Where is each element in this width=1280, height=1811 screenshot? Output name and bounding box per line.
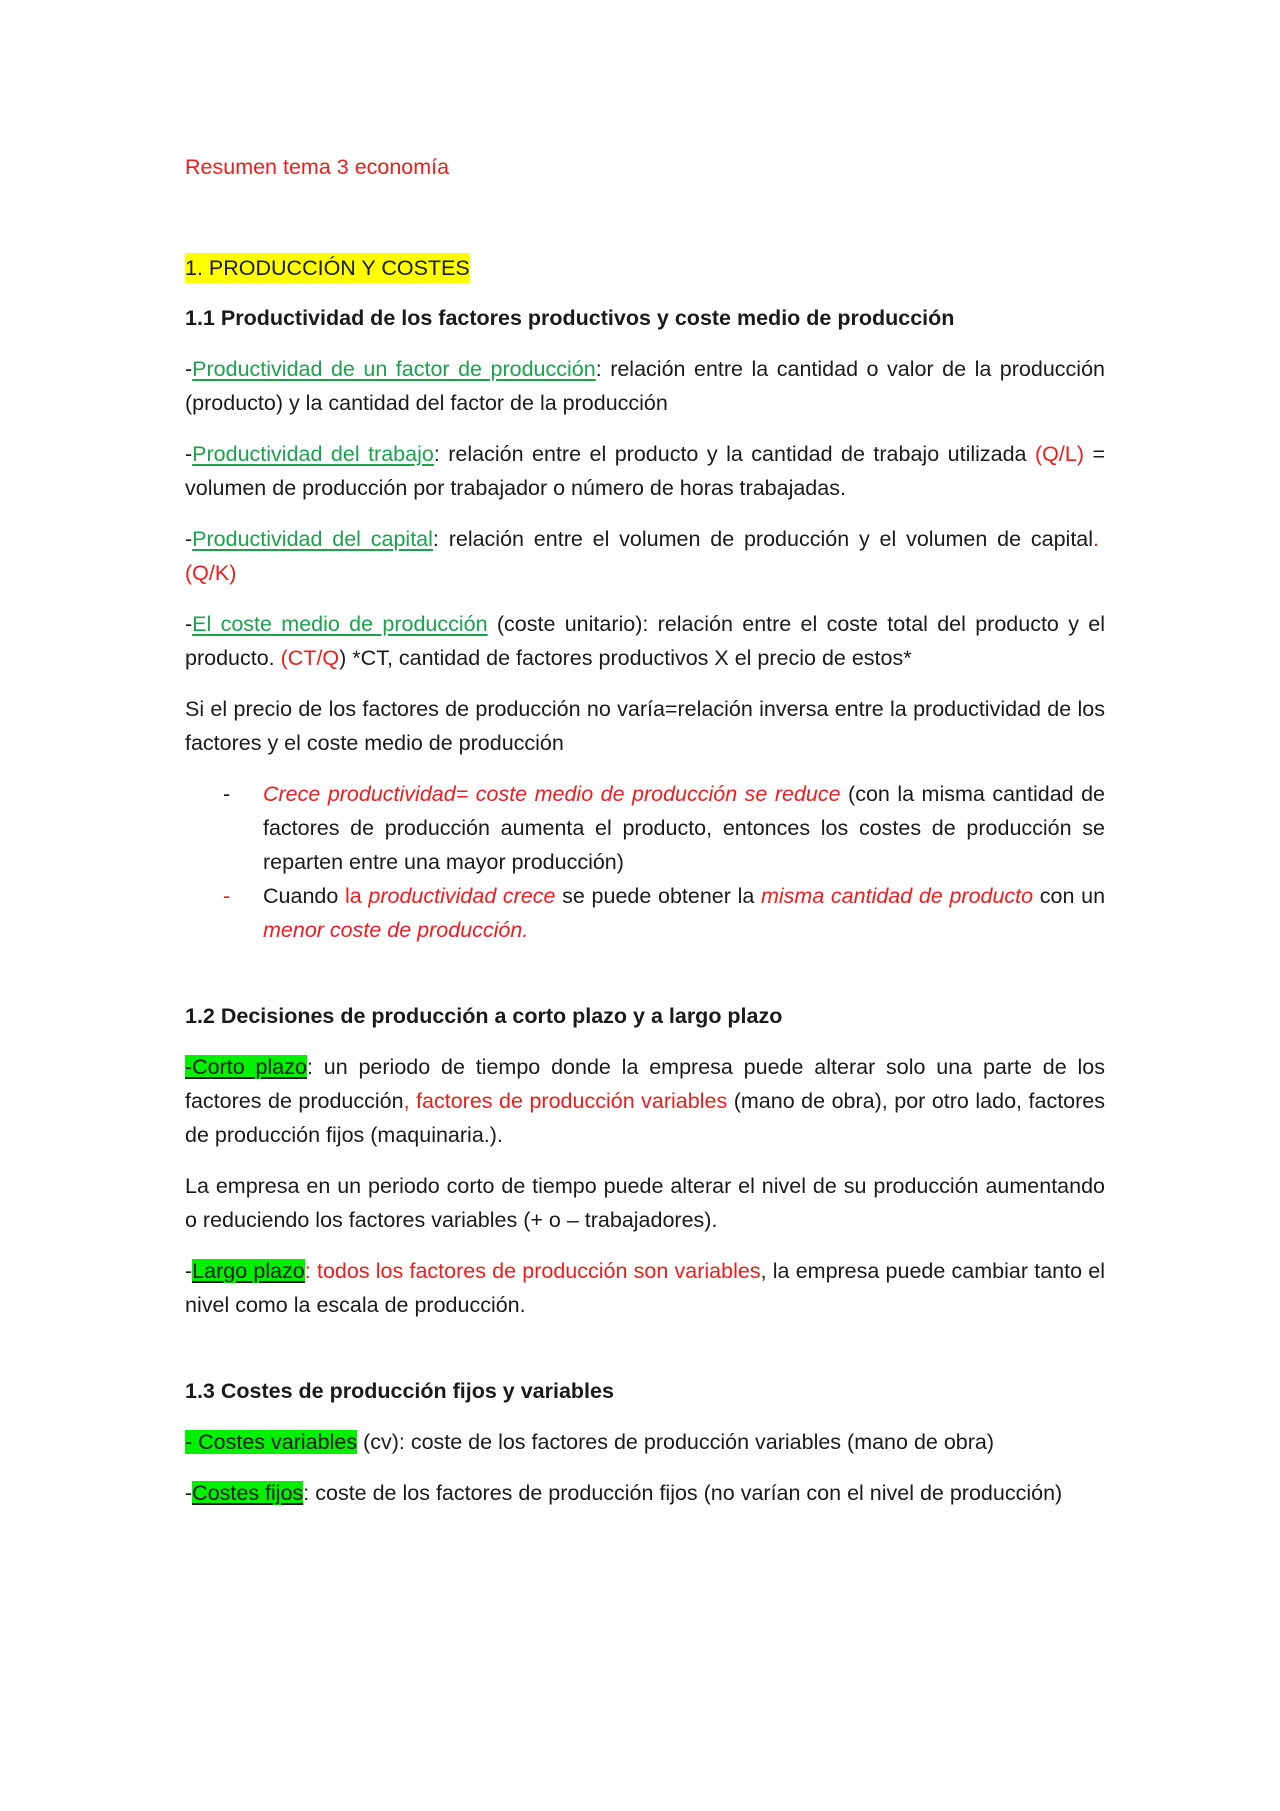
term-short-term: -Corto plazo [185,1055,307,1079]
definition-text: (coste unitario): relación entre el coste total del producto y el producto. [185,612,1105,670]
paragraph-average-cost [185,607,1105,675]
definition-text-2: = volumen de producción por trabajador o número de horas trabajadas. [185,442,1106,500]
paragraph-inverse-relation: Si el precio de los factores de producción no varía=relación inversa entre la productividad de los factores y el coste medio de producción [185,697,1105,755]
dash: - [185,442,193,466]
dash: - [185,357,193,381]
bullet-emphasis: menor coste de producción. [263,918,529,942]
bullet-red-text: la [344,884,369,908]
dash: - [185,1481,193,1505]
list-item [185,777,1105,879]
paragraph-capital-productivity [185,522,1105,590]
term-variable-costs: - Costes variables [185,1430,358,1454]
definition-text-2: *CT, cantidad de factores productivos X el precio de estos* [346,646,912,670]
bullet-emphasis: Crece productividad= coste medio de producción se reduce [263,782,841,806]
formula-q-k: (Q/K) [185,561,237,585]
bullet-dash: - [223,782,231,806]
term-fixed-costs: Costes fijos [192,1481,304,1505]
formula-ct-q: (CT/Q [280,646,340,670]
section-1-highlight: 1. PRODUCCIÓN Y COSTES [185,253,470,283]
definition-text: (cv): coste de los factores de producción variables (mano de obra) [357,1430,995,1454]
section-1-heading [185,251,1105,285]
definition-text: : relación entre la cantidad o valor de la producción (producto) y la cantidad del factor de la producción [185,357,1105,415]
bullet-text: Cuando [263,884,345,908]
heading-1-2: 1.2 Decisiones de producción a corto plazo y a largo plazo [185,1004,783,1028]
term-factor-productivity: Productividad de un factor de producción [192,357,596,381]
bullet-text: (con la misma cantidad de factores de producción aumenta el producto, entonces los costes de producción se reparten entre una mayor producción) [263,782,1105,874]
bullet-emphasis: misma cantidad de producto [760,884,1034,908]
document-page [185,150,1105,1510]
bullet-text: con un [1033,884,1106,908]
paragraph-long-term [185,1254,1105,1322]
definition-text: , la empresa puede cambiar tanto el nivel como la escala de producción. [185,1259,1105,1317]
bullet-emphasis: productividad crece [368,884,556,908]
paragraph-fixed-costs [185,1476,1105,1510]
heading-1-3: 1.3 Costes de producción fijos y variables [185,1379,614,1403]
bullet-list [185,777,1105,947]
term-labour-productivity: Productividad del trabajo [192,442,434,466]
colon: : [304,1259,311,1283]
definition-text: : relación entre el producto y la cantidad de trabajo utilizada [433,442,1035,466]
definition-text: : coste de los factores de producción fijos (no varían con el nivel de producción) [303,1481,1063,1505]
list-item [185,879,1105,947]
heading-1-1: 1.1 Productividad de los factores productivos y coste medio de producción [185,306,955,330]
definition-text: : relación entre el volumen de producción y el volumen de capital [432,527,1094,551]
dot: . [1093,527,1100,551]
paragraph-short-term-detail: La empresa en un periodo corto de tiempo puede alterar el nivel de su producción aumentando o reduciendo los factores variables (+ o – trabajadores). [185,1174,1105,1232]
term-capital-productivity: Productividad del capital [192,527,433,551]
red-text: todos los factores de producción son variables [310,1259,761,1283]
close-paren: ) [339,646,347,670]
definition-text: : un periodo de tiempo donde la empresa puede alterar solo una parte de los factores de producción [185,1055,1106,1113]
term-average-cost: El coste medio de producción [192,612,488,636]
dash: - [185,527,193,551]
paragraph-factor-productivity [185,352,1105,420]
paragraph-variable-costs [185,1425,1105,1459]
term-long-term: Largo plazo [192,1259,305,1283]
definition-text-2: (mano de obra), por otro lado, factores de producción fijos (maquinaria.). [185,1089,1106,1147]
bullet-text: se puede obtener la [555,884,761,908]
dash: - [185,612,193,636]
dash: - [185,1259,193,1283]
formula-q-l: (Q/L) [1035,442,1084,466]
paragraph-labour-productivity [185,437,1105,505]
red-text: , factores de producción variables [403,1089,728,1113]
document-title: Resumen tema 3 economía [185,155,450,179]
paragraph-short-term [185,1050,1105,1152]
bullet-dash: - [223,884,231,908]
